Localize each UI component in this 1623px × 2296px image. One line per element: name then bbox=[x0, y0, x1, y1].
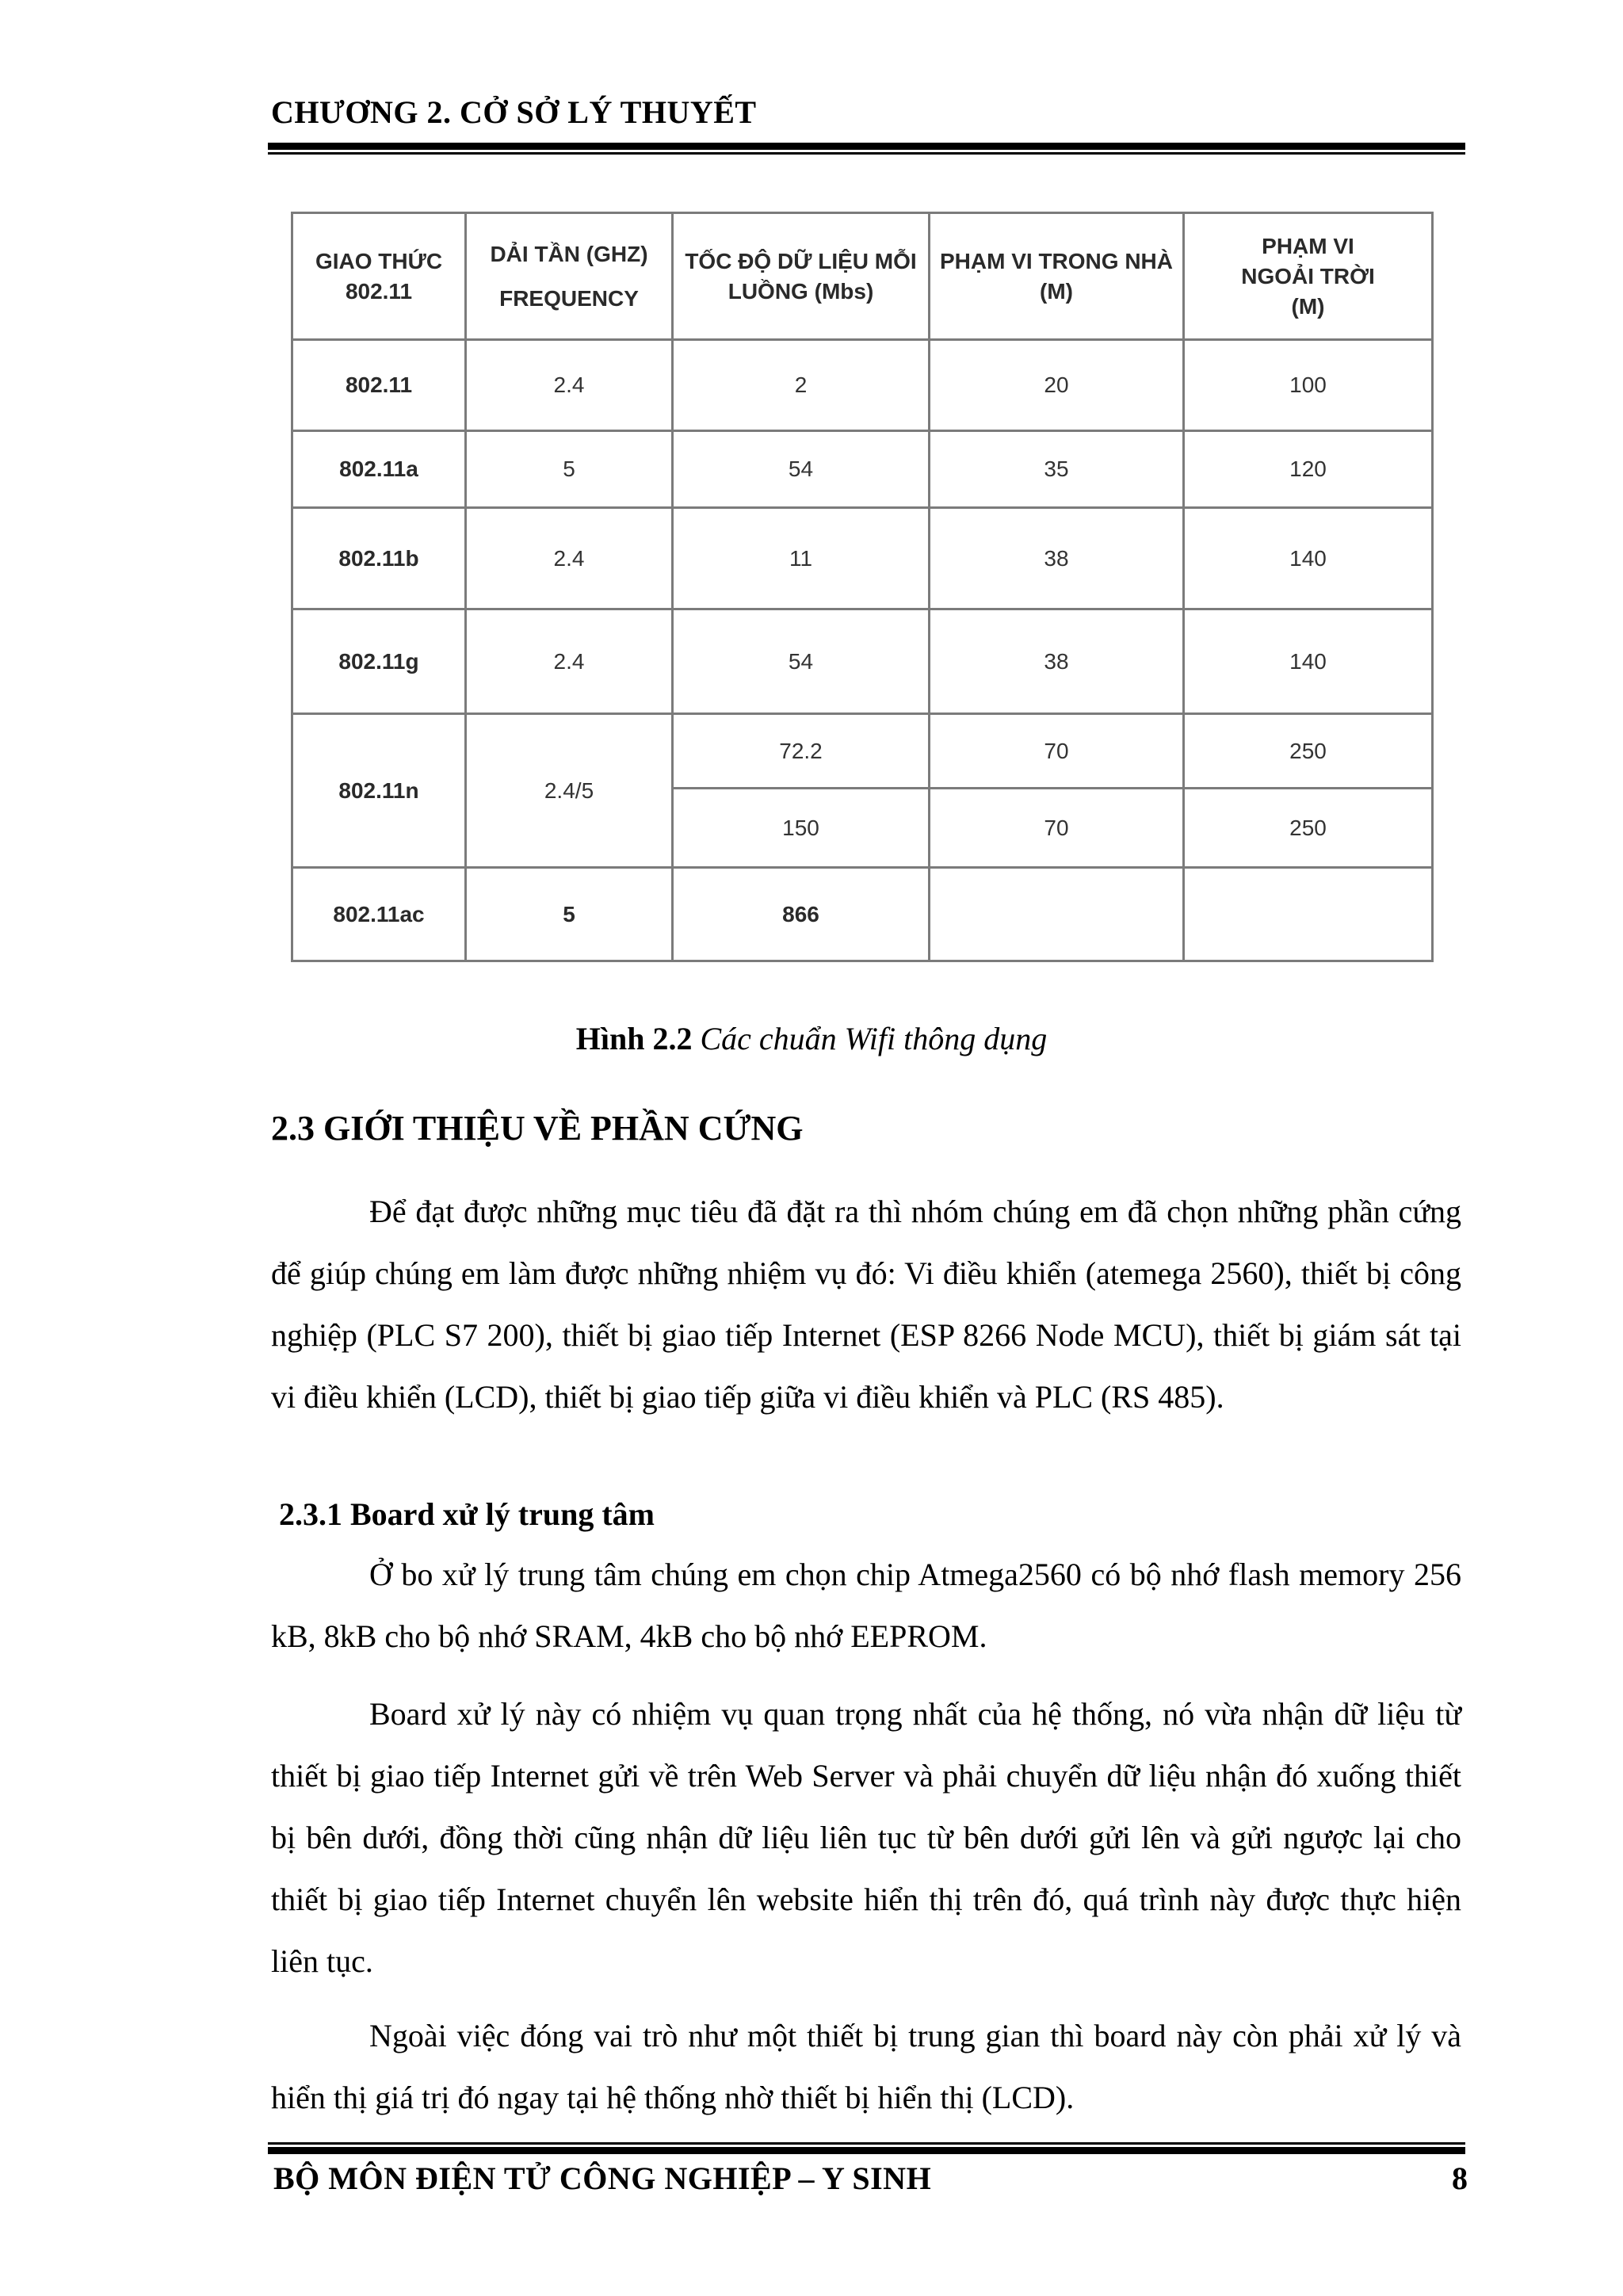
cell-frequency: 5 bbox=[466, 868, 673, 961]
cell-indoor-range: 35 bbox=[930, 431, 1184, 508]
cell-data-rate: 150 bbox=[673, 789, 930, 868]
paragraph-intro: Để đạt được những mục tiêu đã đặt ra thì nhóm chúng em đã chọn những phần cứng để giúp chúng em làm được những nhiệm vụ đó: Vi điều khiển (atemega 2560), thiết bị công nghiệp (PLC S7 200), thiết bị giao tiếp Internet (ESP 8266 Node MCU), thiết bị giám sát tại vi điều khiển (LCD), thiết bị giao tiếp giữa vi điều khiển và PLC (RS 485). bbox=[271, 1194, 1461, 1415]
cell-standard: 802.11g bbox=[292, 609, 466, 714]
table-row bbox=[292, 609, 1433, 714]
cell-outdoor-range: 140 bbox=[1184, 609, 1433, 714]
header-cell-protocol: GIAO THỨC 802.11 bbox=[292, 213, 466, 340]
cell-standard: 802.11a bbox=[292, 431, 466, 508]
cell-outdoor-range: 120 bbox=[1184, 431, 1433, 508]
cell-standard: 802.11 bbox=[292, 340, 466, 431]
cell-indoor-range: 38 bbox=[930, 508, 1184, 609]
table-row bbox=[292, 431, 1433, 508]
cell-standard: 802.11b bbox=[292, 508, 466, 609]
cell-frequency: 2.4 bbox=[466, 609, 673, 714]
cell-indoor-range bbox=[930, 868, 1184, 961]
paragraph-board-display: Ngoài việc đóng vai trò như một thiết bị trung gian thì board này còn phải xử lý và hiển thị giá trị đó ngay tại hệ thống nhờ thiết bị hiển thị (LCD). bbox=[271, 2018, 1461, 2115]
cell-frequency: 2.4 bbox=[466, 340, 673, 431]
cell-outdoor-range: 100 bbox=[1184, 340, 1433, 431]
header-rule-thick bbox=[268, 143, 1465, 150]
figure-caption bbox=[0, 1020, 1623, 1057]
footer-department: BỘ MÔN ĐIỆN TỬ CÔNG NGHIỆP – Y SINH bbox=[273, 2160, 932, 2196]
cell-frequency: 2.4 bbox=[466, 508, 673, 609]
cell-data-rate: 72.2 bbox=[673, 714, 930, 789]
paragraph-board-role: Board xử lý này có nhiệm vụ quan trọng nhất của hệ thống, nó vừa nhận dữ liệu từ thiết bị giao tiếp Internet gửi về trên Web Server và phải chuyển dữ liệu nhận đó xuống thiết bị bên dưới, đồng thời cũng nhận dữ liệu liên tục từ bên dưới gửi lên và gửi ngược lại cho thiết bị giao tiếp Internet chuyển lên website hiển thị trên đó, quá trình này được thực hiện liên tục. bbox=[271, 1696, 1461, 1979]
subsection-title: 2.3.1 Board xử lý trung tâm bbox=[279, 1496, 655, 1532]
footer-rule-thick bbox=[268, 2147, 1465, 2154]
cell-frequency: 5 bbox=[466, 431, 673, 508]
cell-data-rate: 11 bbox=[673, 508, 930, 609]
table-row bbox=[292, 714, 1433, 789]
header-cell-data-rate: TỐC ĐỘ DỮ LIỆU MỖI LUỒNG (Mbs) bbox=[673, 213, 930, 340]
cell-outdoor-range: 250 bbox=[1184, 789, 1433, 868]
cell-outdoor-range: 250 bbox=[1184, 714, 1433, 789]
cell-data-rate: 54 bbox=[673, 431, 930, 508]
cell-standard: 802.11ac bbox=[292, 868, 466, 961]
footer-rule-thin bbox=[268, 2142, 1465, 2145]
header-cell-outdoor-range: PHẠM VI NGOẢI TRỜI (M) bbox=[1184, 213, 1433, 340]
table-row bbox=[292, 508, 1433, 609]
paragraph-cpu-spec: Ở bo xử lý trung tâm chúng em chọn chip Atmega2560 có bộ nhớ flash memory 256 kB, 8kB cho bộ nhớ SRAM, 4kB cho bộ nhớ EEPROM. bbox=[271, 1557, 1461, 1654]
header-cell-frequency: DẢI TẦN (GHZ) FREQUENCY bbox=[466, 213, 673, 340]
figure-caption-text: Các chuẩn Wifi thông dụng bbox=[700, 1021, 1048, 1056]
cell-data-rate: 54 bbox=[673, 609, 930, 714]
table-header-row bbox=[292, 213, 1433, 340]
cell-data-rate: 2 bbox=[673, 340, 930, 431]
cell-standard: 802.11n bbox=[292, 714, 466, 868]
cell-indoor-range: 38 bbox=[930, 609, 1184, 714]
cell-indoor-range: 20 bbox=[930, 340, 1184, 431]
cell-frequency: 2.4/5 bbox=[466, 714, 673, 868]
section-title: 2.3 GIỚI THIỆU VỀ PHẦN CỨNG bbox=[271, 1109, 804, 1148]
page-number: 8 bbox=[1452, 2160, 1468, 2196]
header-rule-thin bbox=[268, 152, 1465, 155]
header-cell-indoor-range: PHẠM VI TRONG NHÀ (M) bbox=[930, 213, 1184, 340]
cell-indoor-range: 70 bbox=[930, 714, 1184, 789]
chapter-header: CHƯƠNG 2. CỞ SỞ LÝ THUYẾT bbox=[271, 94, 757, 130]
cell-outdoor-range: 140 bbox=[1184, 508, 1433, 609]
wifi-standards-table bbox=[291, 212, 1434, 962]
figure-label: Hình 2.2 bbox=[575, 1021, 693, 1056]
table-row bbox=[292, 340, 1433, 431]
cell-indoor-range: 70 bbox=[930, 789, 1184, 868]
cell-data-rate: 866 bbox=[673, 868, 930, 961]
cell-outdoor-range bbox=[1184, 868, 1433, 961]
table-row bbox=[292, 868, 1433, 961]
